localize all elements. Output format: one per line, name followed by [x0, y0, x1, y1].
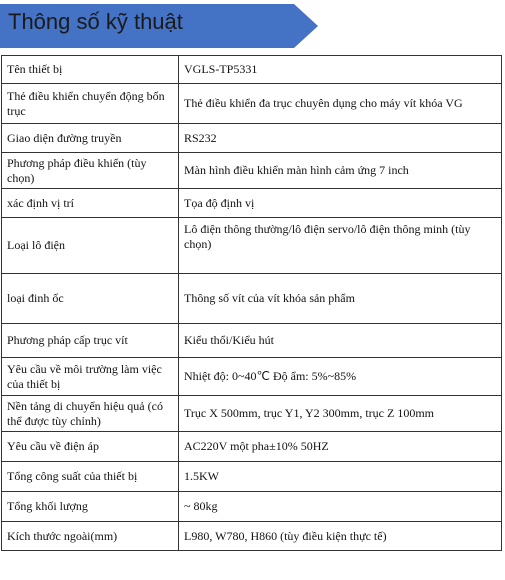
row-value: VGLS-TP5331	[179, 56, 502, 84]
table-row	[2, 358, 502, 396]
table-row	[2, 492, 502, 522]
row-label: Yêu cầu về điện áp	[2, 432, 179, 462]
table-row	[2, 432, 502, 462]
row-label: Thẻ điều khiển chuyển động bốn trục	[2, 84, 179, 124]
table-row	[2, 56, 502, 84]
row-label: Phương pháp cấp trục vít	[2, 324, 179, 358]
table-row	[2, 522, 502, 551]
row-label: Tên thiết bị	[2, 56, 179, 84]
row-label: Giao diện đường truyền	[2, 124, 179, 153]
table-row	[2, 324, 502, 358]
row-value: Màn hình điều khiển màn hình cảm ứng 7 inch	[179, 153, 502, 189]
spec-table	[1, 55, 502, 551]
row-label: loại đinh ốc	[2, 274, 179, 324]
row-value: Tọa độ định vị	[179, 189, 502, 218]
table-row	[2, 124, 502, 153]
table-row	[2, 218, 502, 274]
title-banner	[0, 4, 318, 48]
table-row	[2, 84, 502, 124]
row-value: Nhiệt độ: 0~40℃ Độ ẩm: 5%~85%	[179, 358, 502, 396]
row-label: Phương pháp điều khiển (tùy chọn)	[2, 153, 179, 189]
row-value: L980, W780, H860 (tùy điều kiện thực tế)	[179, 522, 502, 551]
row-value: Kiểu thổi/Kiểu hút	[179, 324, 502, 358]
row-label: Nền tảng di chuyển hiệu quả (có thể được tùy chỉnh)	[2, 396, 179, 432]
page-title: Thông số kỹ thuật	[8, 9, 183, 34]
row-label: xác định vị trí	[2, 189, 179, 218]
table-row	[2, 462, 502, 492]
row-value: Trục X 500mm, trục Y1, Y2 300mm, trục Z 100mm	[179, 396, 502, 432]
row-label: Tổng khối lượng	[2, 492, 179, 522]
row-value: 1.5KW	[179, 462, 502, 492]
row-value: ~ 80kg	[179, 492, 502, 522]
row-label: Tổng công suất của thiết bị	[2, 462, 179, 492]
row-label: Kích thước ngoài(mm)	[2, 522, 179, 551]
row-value: Thẻ điều khiển đa trục chuyên dụng cho máy vít khóa VG	[179, 84, 502, 124]
table-row	[2, 396, 502, 432]
row-value: Thông số vít của vít khóa sản phẩm	[179, 274, 502, 324]
row-label: Yêu cầu về môi trường làm việc của thiết bị	[2, 358, 179, 396]
table-row	[2, 153, 502, 189]
row-label: Loại lô điện	[2, 218, 179, 274]
table-row	[2, 189, 502, 218]
row-value: AC220V một pha±10% 50HZ	[179, 432, 502, 462]
row-value: Lô điện thông thường/lô điện servo/lô điện thông minh (tùy chọn)	[179, 218, 502, 274]
table-row	[2, 274, 502, 324]
row-value: RS232	[179, 124, 502, 153]
